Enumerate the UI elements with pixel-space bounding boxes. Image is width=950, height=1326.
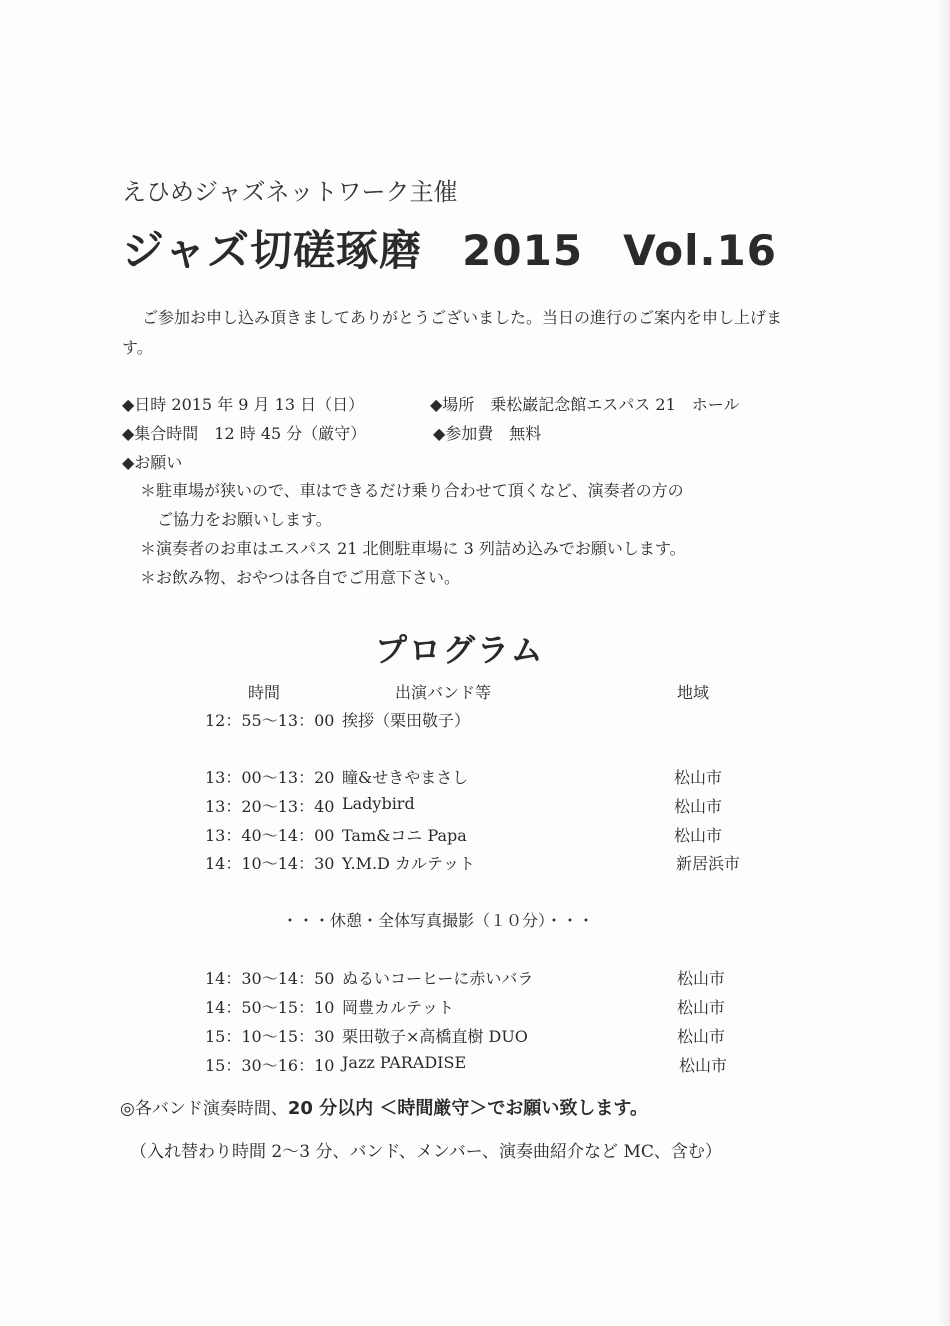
row-time: 12：55〜13：00 bbox=[205, 711, 335, 730]
break-notice: ・・・休憩・全体写真撮影（１０分）・・・ bbox=[282, 911, 595, 930]
row-time: 13：40〜14：00 bbox=[205, 826, 335, 845]
event-title-year: 2015 bbox=[462, 226, 584, 275]
row-region: 松山市 bbox=[677, 969, 726, 988]
info-datetime: ◆日時 2015 年 9 月 13 日（日） bbox=[122, 395, 365, 414]
event-title-main: ジャズ切磋琢磨 bbox=[122, 226, 423, 275]
row-band: Y.M.D カルテット bbox=[342, 854, 475, 873]
paper-edge-shadow bbox=[936, 0, 950, 1326]
program-row bbox=[0, 995, 950, 1019]
info-fee: ◆参加費 無料 bbox=[433, 424, 542, 443]
program-heading: プログラム bbox=[375, 631, 545, 669]
row-band: 挨拶（栗田敬子） bbox=[342, 711, 471, 730]
program-row bbox=[0, 851, 950, 875]
program-row-opening bbox=[0, 708, 950, 732]
row-region: 松山市 bbox=[677, 1027, 726, 1046]
row-time: 13：00〜13：20 bbox=[205, 768, 335, 787]
program-row bbox=[0, 1024, 950, 1048]
row-time: 15：30〜16：10 bbox=[205, 1056, 335, 1075]
row-band: 瞳&せきやまさし bbox=[342, 768, 469, 787]
closing-emphasis: 20 分以内 ＜時間厳守＞でお願い致します。 bbox=[287, 1098, 648, 1119]
column-header-region: 地域 bbox=[677, 683, 710, 702]
info-requests-heading: ◆お願い bbox=[122, 453, 183, 472]
row-time: 14：10〜14：30 bbox=[205, 854, 335, 873]
row-band: Tam&コニ Papa bbox=[342, 826, 467, 845]
row-time: 14：50〜15：10 bbox=[205, 998, 335, 1017]
column-header-time: 時間 bbox=[248, 683, 281, 702]
request-item: ＊演奏者のお車はエスパス 21 北側駐車場に 3 列詰め込みでお願いします。 bbox=[140, 539, 686, 558]
program-row bbox=[0, 765, 950, 789]
event-title-volume: Vol.16 bbox=[623, 226, 777, 275]
row-region: 松山市 bbox=[674, 797, 723, 816]
row-time: 15：10〜15：30 bbox=[205, 1027, 335, 1046]
column-header-band: 出演バンド等 bbox=[395, 683, 492, 702]
closing-note: （入れ替わり時間 2〜3 分、バンド、メンバー、演奏曲紹介など MC、含む） bbox=[130, 1142, 722, 1162]
row-region: 松山市 bbox=[679, 1056, 728, 1075]
info-gather-time: ◆集合時間 12 時 45 分（厳守） bbox=[122, 424, 367, 443]
organizer-line: えひめジャズネットワーク主催 bbox=[122, 178, 458, 206]
row-region: 松山市 bbox=[677, 998, 726, 1017]
info-place: ◆場所 乗松巌記念館エスパス 21 ホール bbox=[430, 395, 740, 414]
event-title bbox=[122, 218, 777, 278]
closing-notice bbox=[120, 1094, 648, 1120]
request-item: ＊駐車場が狭いので、車はできるだけ乗り合わせて頂くなど、演奏者の方の bbox=[140, 481, 684, 500]
row-time: 13：20〜13：40 bbox=[205, 797, 335, 816]
program-row bbox=[0, 966, 950, 990]
row-region: 新居浜市 bbox=[676, 854, 741, 873]
request-item-continued: ご協力をお願いします。 bbox=[157, 510, 332, 529]
row-region: 松山市 bbox=[674, 768, 723, 787]
row-band: 岡豊カルテット bbox=[342, 998, 455, 1017]
program-row bbox=[0, 794, 950, 818]
row-region: 松山市 bbox=[674, 826, 723, 845]
row-band: Jazz PARADISE bbox=[342, 1053, 467, 1072]
row-band: 栗田敬子×高橋直樹 DUO bbox=[342, 1027, 528, 1046]
program-row bbox=[0, 1053, 950, 1077]
closing-prefix: ◎各バンド演奏時間、 bbox=[120, 1099, 288, 1119]
program-row bbox=[0, 823, 950, 847]
row-band: ぬるいコーヒーに赤いバラ bbox=[342, 969, 534, 988]
row-time: 14：30〜14：50 bbox=[205, 969, 335, 988]
row-band: Ladybird bbox=[342, 794, 415, 813]
intro-paragraph: ご参加お申し込み頂きましてありがとうございました。当日の進行のご案内を申し上げます。 bbox=[122, 308, 783, 357]
request-item: ＊お飲み物、おやつは各自でご用意下さい。 bbox=[140, 568, 461, 587]
